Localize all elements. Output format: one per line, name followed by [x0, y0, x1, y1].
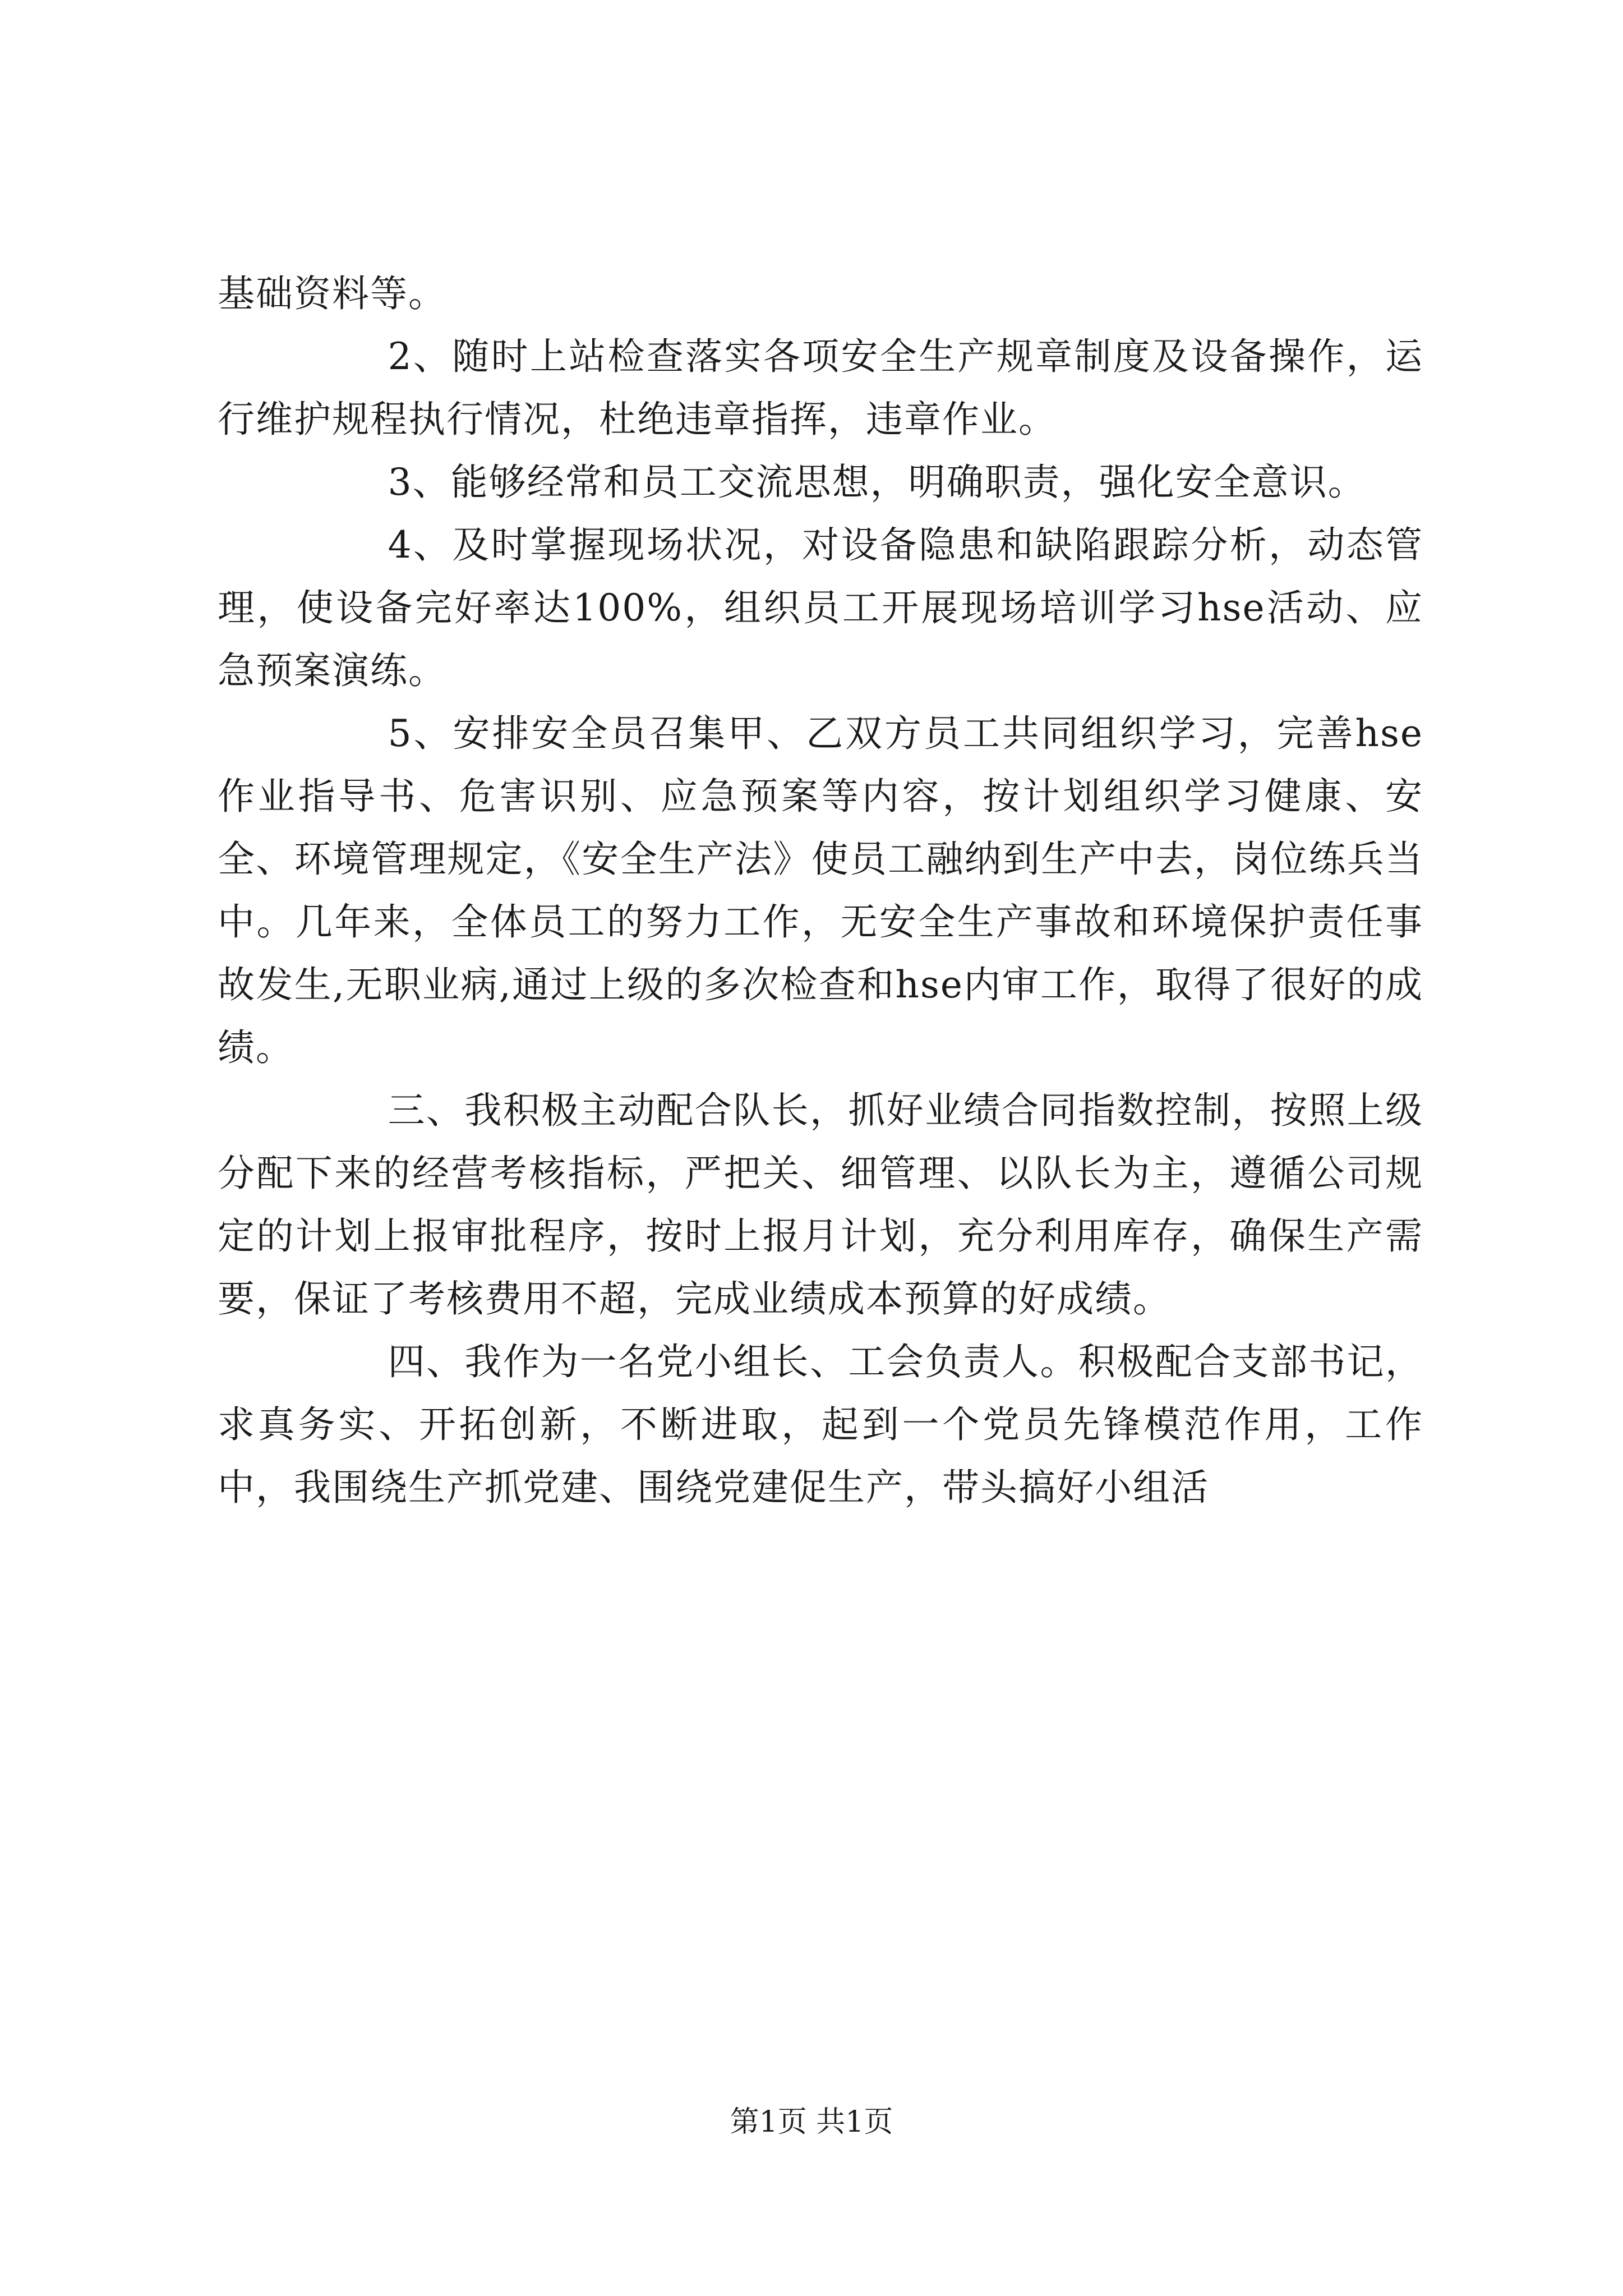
paragraph-item-4: 4、及时掌握现场状况，对设备隐患和缺陷跟踪分析，动态管理，使设备完好率达100%，组织员工开展现场培训学习hse活动、应急预案演练。 — [218, 523, 1423, 692]
paragraph-section-3: 三、我积极主动配合队长，抓好业绩合同指数控制，按照上级分配下来的经营考核指标，严把关、细管理、以队长为主，遵循公司规定的计划上报审批程序，按时上报月计划，充分利用库存，确保生产需要，保证了考核费用不超，完成业绩成本预算的好成绩。 — [218, 1089, 1423, 1320]
paragraph-continuation: 基础资料等。 — [218, 272, 446, 315]
document-body — [218, 263, 1423, 1519]
paragraph-section-4: 四、我作为一名党小组长、工会负责人。积极配合支部书记，求真务实、开拓创新，不断进取，起到一个党员先锋模范作用，工作中，我围绕生产抓党建、围绕党建促生产，带头搞好小组活 — [218, 1340, 1423, 1509]
paragraph-item-2: 2、随时上站检查落实各项安全生产规章制度及设备操作，运行维护规程执行情况，杜绝违章指挥，违章作业。 — [218, 335, 1423, 441]
paragraph-item-3: 3、能够经常和员工交流思想，明确职责，强化安全意识。 — [388, 461, 1366, 504]
paragraph-item-5: 5、安排安全员召集甲、乙双方员工共同组织学习，完善hse作业指导书、危害识别、应急预案等内容，按计划组织学习健康、安全、环境管理规定，《安全生产法》使员工融纳到生产中去，岗位练兵当中。几年来，全体员工的努力工作，无安全生产事故和环境保护责任事故发生,无职业病,通过上级的多次检查和hse内审工作，取得了很好的成绩。 — [218, 712, 1423, 1069]
page-number-footer: 第1页 共1页 — [730, 2105, 893, 2139]
